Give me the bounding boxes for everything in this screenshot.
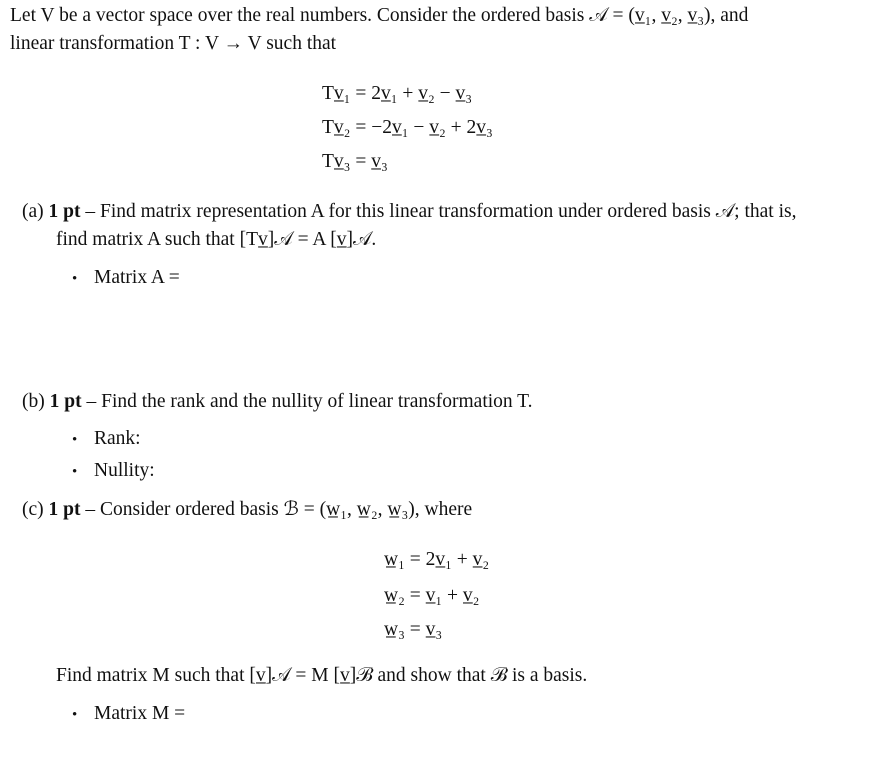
part-c-label: (c) [22,499,44,520]
transform-equation-2: Tv̲₂ = −2v̲₁ − v̲₂ + 2v̲₃ [322,117,493,138]
part-a-text-1: – Find matrix representation A for this linear transformation under ordered basis 𝒜; that is, [80,201,797,222]
part-c-line [22,498,472,522]
transform-equation-3: Tv̲₃ = v̲₃ [322,151,388,172]
part-b-line [22,390,533,414]
part-c-points: 1 pt [48,499,81,520]
bullet-icon: • [72,707,78,723]
part-c-bullet-text: Matrix M = [94,703,186,724]
transform-equation-1: Tv̲₁ = 2v̲₁ + v̲₂ − v̲₃ [322,83,473,104]
part-b-label: (b) [22,391,45,412]
bullet-icon: • [72,432,78,448]
rank-label: Rank: [94,428,141,449]
bullet-icon: • [72,271,78,287]
part-b-bullet-rank [72,427,141,452]
part-c-find-text: Find matrix M such that [v̲]𝒜 = M [v̲]ℬ and show that ℬ is a basis. [56,665,588,686]
part-a-line-2: find matrix A such that [Tv̲]𝒜 = A [v̲]𝒜. [56,229,377,250]
part-b-bullet-nullity [72,459,155,484]
part-c-bullet-matrix [72,702,185,727]
part-b-points: 1 pt [49,391,82,412]
part-c-text: – Consider ordered basis ℬ = (w̲₁, w̲₂, w̲₃), where [80,499,473,520]
part-a-line-1 [22,200,796,224]
part-a-bullet-matrix [72,266,180,291]
basis-equation-3: w̲₃ = v̲₃ [384,619,443,640]
part-a-bullet-text: Matrix A = [94,267,180,288]
part-a-points: 1 pt [48,201,81,222]
bullet-icon: • [72,464,78,480]
basis-equation-2: w̲₂ = v̲₁ + v̲₂ [384,585,480,606]
intro-line-1: Let V be a vector space over the real numbers. Consider the ordered basis 𝒜 = (v̲₁, v̲₂, v̲₃), and [10,5,749,26]
part-a-label: (a) [22,201,44,222]
nullity-label: Nullity: [94,460,155,481]
part-b-text: – Find the rank and the nullity of linear transformation T. [81,391,533,412]
intro-line-2: linear transformation T : V → V such that [10,33,337,54]
basis-equation-1: w̲₁ = 2v̲₁ + v̲₂ [384,549,490,570]
